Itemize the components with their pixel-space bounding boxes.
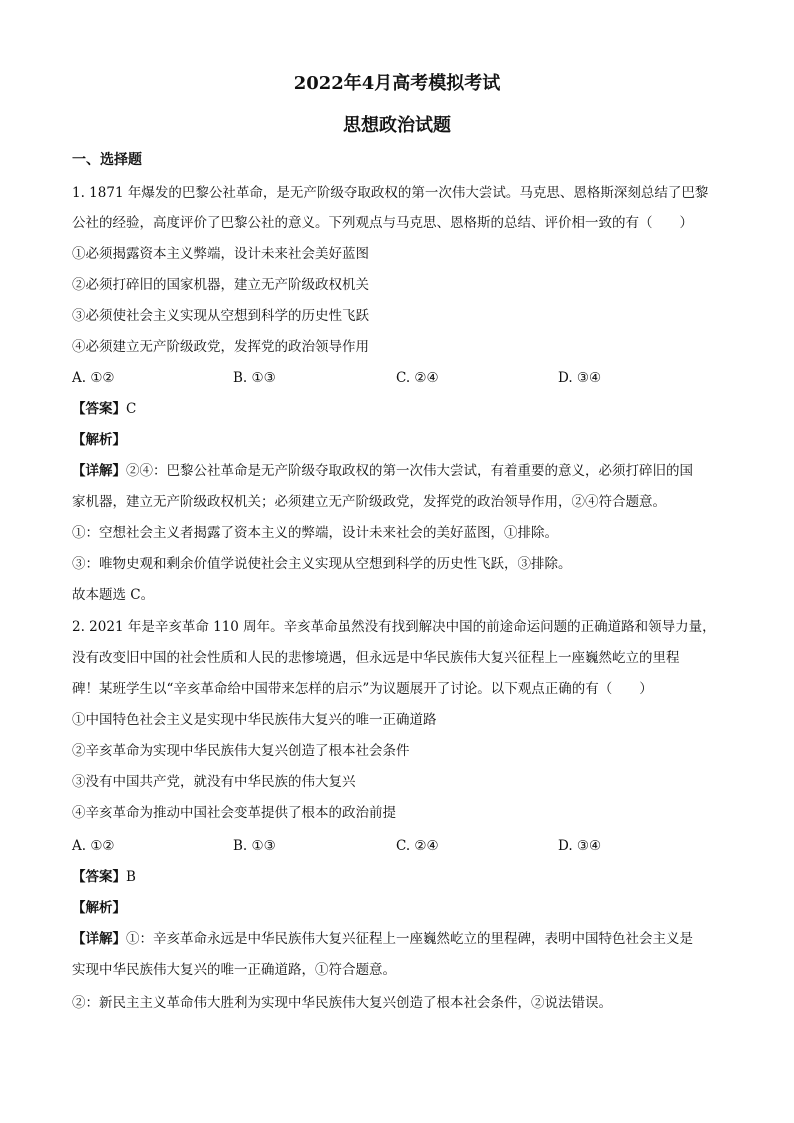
option-statement: ①中国特色社会主义是实现中华民族伟大复兴的唯一正确道路 — [72, 712, 437, 728]
option-statement: ①必须揭露资本主义弊端，设计未来社会美好蓝图 — [72, 246, 369, 262]
exam-subtitle: 思想政治试题 — [343, 115, 451, 136]
detail-line: ③：唯物史观和剩余价值学说使社会主义实现从空想到科学的历史性飞跃，③排除。 — [72, 556, 572, 572]
option-statement: ②辛亥革命为实现中华民族伟大复兴创造了根本社会条件 — [72, 743, 410, 759]
detail-line: 实现中华民族伟大复兴的唯一正确道路，①符合题意。 — [72, 962, 396, 978]
answer-tag: 【答案】 — [72, 401, 126, 417]
detail-line: ①：空想社会主义者揭露了资本主义的弊端，设计未来社会的美好蓝图，①排除。 — [72, 525, 558, 541]
choice-d: D. ③④ — [558, 838, 602, 854]
detail-text: ①：辛亥革命永远是中华民族伟大复兴征程上一座巍然屹立的里程碑，表明中国特色社会主义是 — [126, 931, 693, 947]
choice-a: A. ①② — [72, 370, 115, 386]
choice-b: B. ①③ — [233, 370, 276, 386]
question-stem-line: 碑！某班学生以“辛亥革命给中国带来怎样的启示”为议题展开了讨论。以下观点正确的有（ ） — [72, 681, 653, 697]
option-statement: ②必须打碎旧的国家机器，建立无产阶级政权机关 — [72, 277, 369, 293]
question-stem-line: 1. 1871 年爆发的巴黎公社革命，是无产阶级夺取政权的第一次伟大尝试。马克思、恩格斯深刻总结了巴黎 — [72, 185, 709, 201]
detail-tag: 【详解】 — [72, 931, 126, 947]
detail-tag: 【详解】 — [72, 463, 126, 479]
detail-line: 故本题选 C。 — [72, 587, 155, 603]
analysis-tag: 【解析】 — [72, 900, 126, 916]
answer-choices — [72, 368, 722, 388]
answer-line — [72, 399, 722, 419]
analysis-tag: 【解析】 — [72, 432, 126, 448]
option-statement: ③必须使社会主义实现从空想到科学的历史性飞跃 — [72, 308, 369, 324]
exam-title: 2022年4月高考模拟考试 — [293, 73, 501, 94]
answer-line — [72, 867, 722, 887]
answer-choices — [72, 836, 722, 856]
answer-value: B — [126, 869, 136, 885]
choice-c: C. ②④ — [396, 838, 439, 854]
choice-a: A. ①② — [72, 838, 115, 854]
question-stem-line: 2. 2021 年是辛亥革命 110 周年。辛亥革命虽然没有找到解决中国的前途命运问题的正确道路和领导力量， — [72, 619, 716, 635]
detail-text: ②④：巴黎公社革命是无产阶级夺取政权的第一次伟大尝试，有着重要的意义，必须打碎旧的国 — [126, 463, 693, 479]
detail-line: ②：新民主主义革命伟大胜利为实现中华民族伟大复兴创造了根本社会条件，②说法错误。 — [72, 995, 612, 1011]
detail-line — [72, 929, 722, 949]
choice-d: D. ③④ — [558, 370, 602, 386]
question-stem-line: 没有改变旧中国的社会性质和人民的悲惨境遇，但永远是中华民族伟大复兴征程上一座巍然屹立的里程 — [72, 650, 680, 666]
answer-tag: 【答案】 — [72, 869, 126, 885]
detail-line — [72, 461, 722, 481]
question-stem-line: 公社的经验，高度评价了巴黎公社的意义。下列观点与马克思、恩格斯的总结、评价相一致的有（ ） — [72, 215, 693, 231]
answer-value: C — [126, 401, 137, 417]
choice-c: C. ②④ — [396, 370, 439, 386]
option-statement: ③没有中国共产党，就没有中华民族的伟大复兴 — [72, 774, 356, 790]
choice-b: B. ①③ — [233, 838, 276, 854]
detail-line: 家机器，建立无产阶级政权机关；必须建立无产阶级政党，发挥党的政治领导作用，②④符合题意。 — [72, 494, 666, 510]
option-statement: ④辛亥革命为推动中国社会变革提供了根本的政治前提 — [72, 805, 396, 821]
option-statement: ④必须建立无产阶级政党，发挥党的政治领导作用 — [72, 339, 369, 355]
section-heading: 一、选择题 — [72, 152, 142, 168]
